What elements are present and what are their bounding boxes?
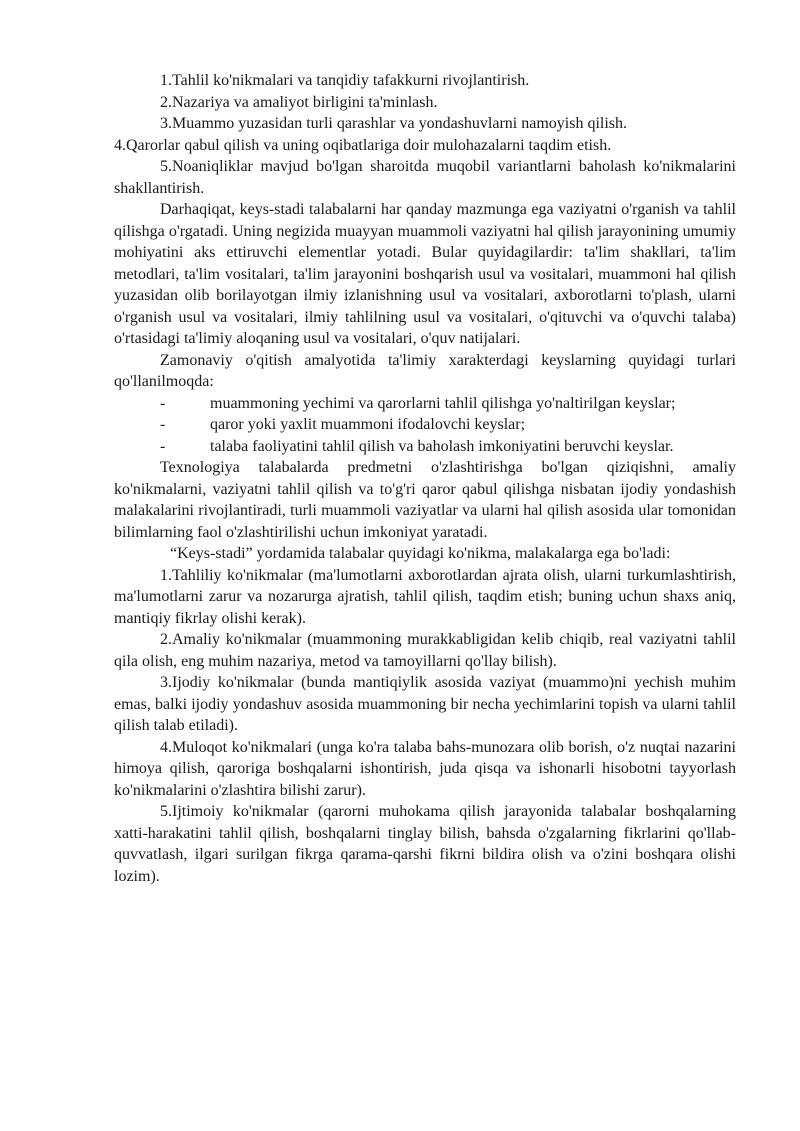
list-item: [114, 414, 736, 436]
list-item-text: talaba faoliyatini tahlil qilish va baholash imkoniyatini beruvchi keyslar.: [210, 437, 674, 455]
paragraph-9: “Keys-stadi” yordamida talabalar quyidagi ko'nikma, malakalarga ega bo'ladi:: [170, 545, 671, 562]
paragraph-3: 3.Muammo yuzasidan turli qarashlar va yondashuvlarni namoyish qilish.: [160, 115, 628, 132]
list-item-text: qaror yoki yaxlit muammoni ifodalovchi keyslar;: [210, 416, 526, 433]
paragraph-11: 2.Amaliy ko'nikmalar (muammoning murakkabligidan kelib chiqib, real vaziyatni tahlil qila olish, eng muhim nazariya, metod va tamoyillarni qo'llay bilish).: [114, 631, 736, 670]
list-marker: -: [160, 394, 166, 412]
list-marker: -: [160, 437, 166, 455]
paragraph-12: 3.Ijodiy ko'nikmalar (bunda mantiqiylik asosida vaziyat (muammo)ni yechish muhim emas, balki ijodiy yondashuv asosida muammoning bir necha yechimlarini topish va ularni tahlil qilish talab etiladi).: [114, 674, 736, 734]
list-item-text: muammoning yechimi va qarorlarni tahlil qilishga yo'naltirilgan keyslar;: [210, 394, 676, 412]
list-item: [114, 393, 736, 415]
paragraph-2: 2.Nazariya va amaliyot birligini ta'minlash.: [160, 93, 438, 111]
paragraph-1: 1.Tahlil ko'nikmalari va tanqidiy tafakkurni rivojlantirish.: [160, 72, 530, 89]
document-page: [114, 70, 736, 887]
paragraph-13: 4.Muloqot ko'nikmalari (unga ko'ra talaba bahs-munozara olib borish, o'z nuqtai nazarini himoya qilish, qaroriga boshqalarni ishontirish, juda qisqa va ishonarli hisobotni tayyorlash ko'nikmalarini o'zlashtira bilishi zarur).: [114, 738, 736, 799]
paragraph-14: 5.Ijtimoiy ko'nikmalar (qarorni muhokama qilish jarayonida talabalar boshqalarning xatti-harakatini tahlil qilish, boshqalarni tinglay bilish, bahsda o'zgalarning fikrlarini qo'llab-quvvatlash, ilgari surilgan fikrga qarama-qarshi fikrni bildira olish va o'zini boshqara olishi lozim).: [114, 803, 736, 885]
list-item: [114, 436, 736, 458]
paragraph-7: Zamonaviy o'qitish amalyotida ta'limiy xarakterdagi keyslarning quyidagi turlari qo'llanilmoqda:: [114, 351, 736, 390]
paragraph-10: 1.Tahliliy ko'nikmalar (ma'lumotlarni axborotlardan ajrata olish, ularni turkumlashtirish, ma'lumotlarni zarur va nozarurga ajratish, tahlil qilish, taqdim etish; buning uchun shaxs aniq, mantiqiy fikrlay olishi kerak).: [114, 566, 736, 627]
paragraph-4: 4.Qarorlar qabul qilish va uning oqibatlariga doir mulohazalarni taqdim etish.: [114, 136, 612, 154]
paragraph-6: Darhaqiqat, keys-stadi talabalarni har qanday mazmunga ega vaziyatni o'rganish va tahlil qilishga o'rgatadi. Uning negizida muayyan muammoli vaziyatni hal qilish jarayonining umumiy mohiyatini aks ettiruvchi elementlar yotadi. Bular quyidagilardir: ta'lim shakllari, ta'lim metodlari, ta'lim vositalari, ta'lim jarayonini boshqarish usul va vositalari, muammoni hal qilish yuzasidan olib borilayotgan ilmiy izlanishning usul va vositalari, axborotlarni to'plash, ularni o'rganish usul va vositalari, ilmiy tahlilning usul va vositalari, o'qituvchi va o'quvchi talaba) o'rtasidagi ta'limiy aloqaning usul va vositalari, o'quv natijalari.: [114, 201, 736, 347]
paragraph-5: 5.Noaniqliklar mavjud bo'lgan sharoitda muqobil variantlarni baholash ko'nikmalarini shakllantirish.: [114, 158, 736, 197]
paragraph-8: Texnologiya talabalarda predmetni o'zlashtirishga bo'lgan qiziqishni, amaliy ko'nikmalarni, vaziyatni tahlil qilish va to'g'ri qaror qabul qilishga nisbatan ijodiy yondashish malakalarini rivojlantiradi, turli muammoli vaziyatlar va ularni hal qilish asosida ular tomonidan bilimlarning faol o'zlashtirilishi uchun imkoniyat yaratadi.: [114, 459, 736, 541]
list-marker: -: [160, 416, 166, 433]
